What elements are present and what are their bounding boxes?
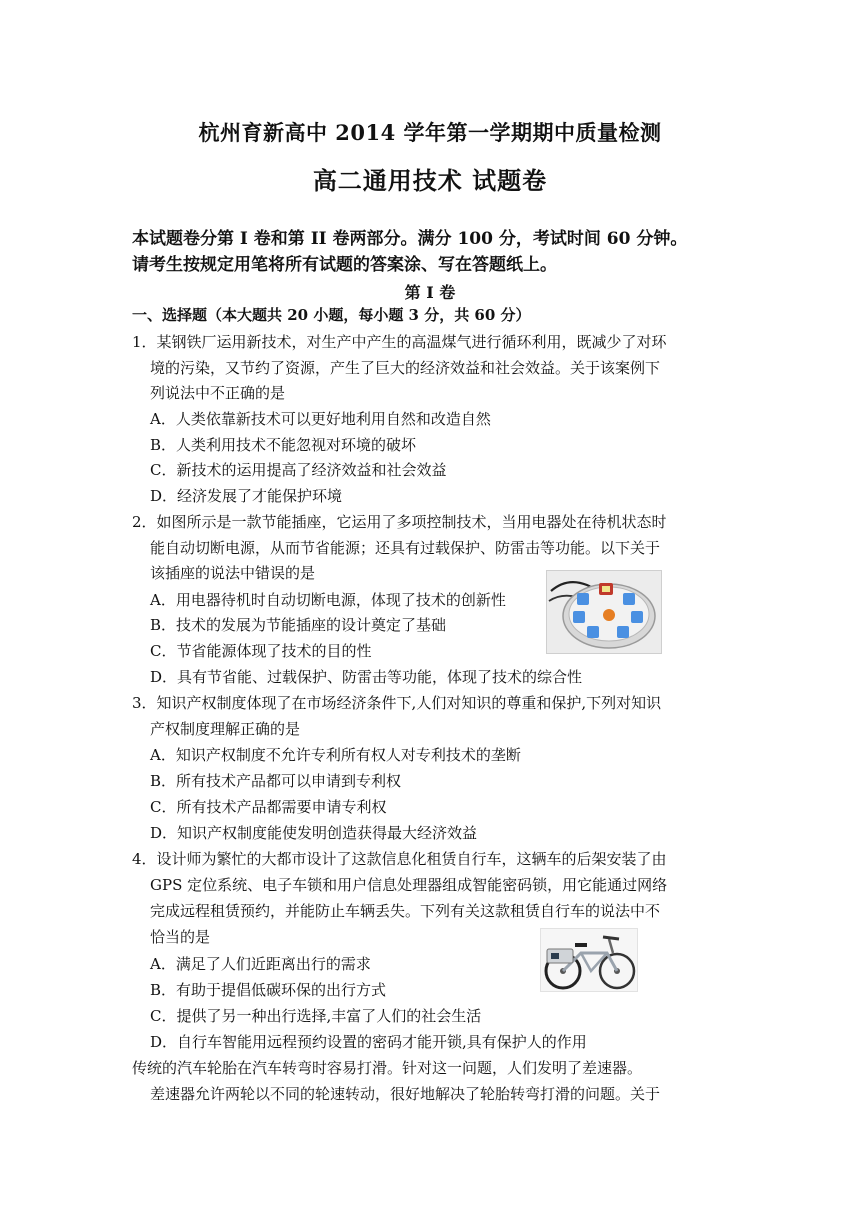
question-5-stem-line-2: 差速器允许两轮以不同的轮速转动，很好地解决了轮胎转弯打滑的问题。关于 <box>150 1085 661 1103</box>
question-2-option-d: D．具有节省能、过载保护、防雷击等功能，体现了技术的综合性 <box>150 668 583 686</box>
question-1-line-3: 列说法中不正确的是 <box>150 384 286 402</box>
section-title: 一、选择题（本大题共 20 小题，每小题 3 分，共 60 分） <box>132 306 531 324</box>
question-4-option-c: C．提供了另一种出行选择,丰富了人们的社会生活 <box>150 1007 482 1025</box>
question-2-option-c: C．节省能源体现了技术的目的性 <box>150 642 372 660</box>
exam-title: 杭州育新高中 2014 学年第一学期期中质量检测 <box>198 120 662 145</box>
question-2-line-3: 该插座的说法中错误的是 <box>150 564 316 582</box>
question-3-option-d: D．知识产权制度能使发明创造获得最大经济效益 <box>150 824 478 842</box>
question-4-line-3: 完成远程租赁预约，并能防止车辆丢失。下列有关这款租赁自行车的说法中不 <box>150 902 661 920</box>
question-4-line-1: 4．设计师为繁忙的大都市设计了这款信息化租赁自行车，这辆车的后架安装了由 <box>132 850 667 868</box>
question-1-line-2: 境的污染，又节约了资源，产生了巨大的经济效益和社会效益。关于该案例下 <box>150 359 661 377</box>
question-1-option-d: D．经济发展了才能保护环境 <box>150 487 343 505</box>
bicycle-icon <box>540 928 638 992</box>
question-4-option-b: B．有助于提倡低碳环保的出行方式 <box>150 981 387 999</box>
question-2-option-a: A．用电器待机时自动切断电源，体现了技术的创新性 <box>150 591 506 609</box>
question-2-line-2: 能自动切断电源，从而节省能源；还具有过载保护、防雷击等功能。以下关于 <box>150 539 661 557</box>
question-4-line-4: 恰当的是 <box>150 928 211 946</box>
question-1-option-b: B．人类利用技术不能忽视对环境的破坏 <box>150 436 417 454</box>
question-5-stem-line-1: 传统的汽车轮胎在汽车转弯时容易打滑。针对这一问题，人们发明了差速器。 <box>132 1059 643 1077</box>
power-strip-icon <box>546 570 662 654</box>
intro-line-2: 请考生按规定用笔将所有试题的答案涂、写在答题纸上。 <box>132 255 557 275</box>
question-4-option-d: D．自行车智能用远程预约设置的密码才能开锁,具有保护人的作用 <box>150 1033 587 1051</box>
question-1-option-c: C．新技术的运用提高了经济效益和社会效益 <box>150 461 447 479</box>
question-3-option-a: A．知识产权制度不允许专利所有权人对专利技术的垄断 <box>150 746 521 764</box>
intro-line-1: 本试题卷分第 I 卷和第 II 卷两部分。满分 100 分，考试时间 60 分钟。 <box>132 229 688 249</box>
question-3-line-2: 产权制度理解正确的是 <box>150 720 301 738</box>
question-1-option-a: A．人类依靠新技术可以更好地利用自然和改造自然 <box>150 410 491 428</box>
question-3-option-b: B．所有技术产品都可以申请到专利权 <box>150 772 402 790</box>
volume-title: 第 I 卷 <box>404 283 456 302</box>
question-3-option-c: C．所有技术产品都需要申请专利权 <box>150 798 387 816</box>
exam-subtitle: 高二通用技术 试题卷 <box>312 166 548 195</box>
question-4-line-2: GPS 定位系统、电子车锁和用户信息处理器组成智能密码锁，用它能通过网络 <box>150 876 668 894</box>
question-2-option-b: B．技术的发展为节能插座的设计奠定了基础 <box>150 616 447 634</box>
question-3-line-1: 3．知识产权制度体现了在市场经济条件下,人们对知识的尊重和保护,下列对知识 <box>132 694 662 712</box>
question-1-line-1: 1．某钢铁厂运用新技术，对生产中产生的高温煤气进行循环利用，既减少了对环 <box>132 333 667 351</box>
question-2-line-1: 2．如图所示是一款节能插座，它运用了多项控制技术，当用电器处在待机状态时 <box>132 513 667 531</box>
question-4-option-a: A．满足了人们近距离出行的需求 <box>150 955 371 973</box>
